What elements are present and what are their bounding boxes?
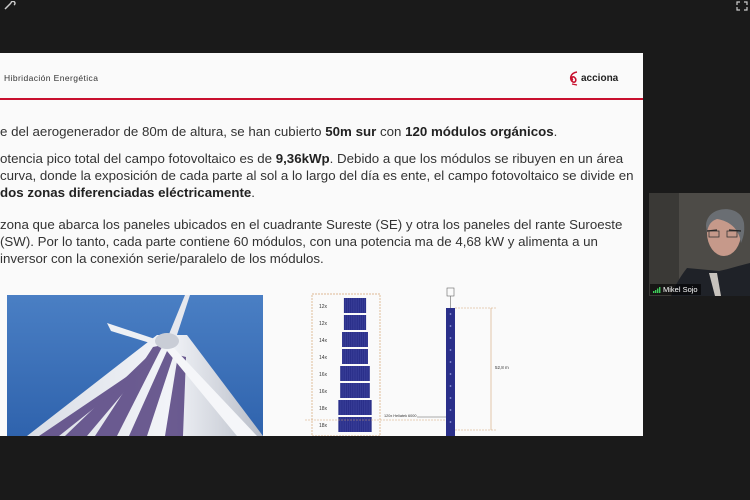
row-label: 12x — [319, 304, 328, 310]
wind-turbine-photo — [7, 295, 263, 436]
tower-layout-diagram — [305, 284, 535, 436]
tower-module-marker — [450, 397, 452, 399]
tower-module-marker — [450, 409, 452, 411]
acciona-logo-text: acciona — [581, 72, 619, 84]
row-label: 14x — [319, 355, 328, 361]
tower-module-marker — [450, 313, 452, 315]
acciona-logo-mark — [568, 70, 580, 86]
paragraph-zones: zona que abarca los paneles ubicados en el cuadrante Sureste (SE) y otra los paneles del rante Suroeste (SW). Por lo tanto, cada parte contiene 60 módulos, con una potencia ma de 4,68 kW y alimenta a un inversor con la conexión serie/paralelo de los módulos. — [0, 217, 623, 266]
participant-name-label — [650, 284, 701, 295]
row-label: 18x — [319, 423, 328, 429]
tower-module-marker — [450, 373, 452, 375]
wrench-icon[interactable] — [3, 1, 17, 11]
paragraph-coverage: e del aerogenerador de 80m de altura, se han cubierto 50m sur con 120 módulos orgánicos. — [0, 124, 558, 139]
row-label: 14x — [319, 338, 328, 344]
slide-header-title: Hibridación Energética — [4, 73, 99, 83]
module-count-label: 120x Heliatek 6000 — [384, 414, 417, 418]
tower-module-marker — [450, 421, 452, 423]
tower-module-marker — [450, 361, 452, 363]
slide-header — [0, 53, 643, 99]
row-label: 18x — [319, 406, 328, 412]
tower-top-cap — [447, 288, 454, 296]
tower-module-marker — [450, 385, 452, 387]
row-label: 16x — [319, 389, 328, 395]
row-label: 16x — [319, 372, 328, 378]
signal-bars-icon — [653, 287, 661, 293]
acciona-logo — [568, 69, 618, 87]
row-label: 12x — [319, 321, 328, 327]
participant-name: Mikel Sojo — [663, 285, 698, 294]
participant-video — [649, 193, 750, 296]
paragraph-peak-power: otencia pico total del campo fotovoltaico es de 9,36kWp. Debido a que los módulos se ribuyen en un área curva, donde la exposición de cada parte al sol a lo largo del día es ente, el campo fotovoltaico se divide en dos zonas diferenciadas eléctricamente. — [0, 151, 634, 200]
height-label: 52,8 m — [495, 365, 509, 370]
shared-slide — [0, 53, 643, 436]
tower-elevation — [446, 308, 455, 436]
tower-module-marker — [450, 349, 452, 351]
module-row-labels — [319, 304, 328, 429]
module-stack — [338, 298, 371, 432]
tower-module-marker — [450, 337, 452, 339]
header-divider — [0, 98, 643, 100]
tower-module-marker — [450, 325, 452, 327]
participant-video-tile[interactable] — [649, 193, 750, 296]
expand-icon[interactable] — [736, 1, 748, 11]
